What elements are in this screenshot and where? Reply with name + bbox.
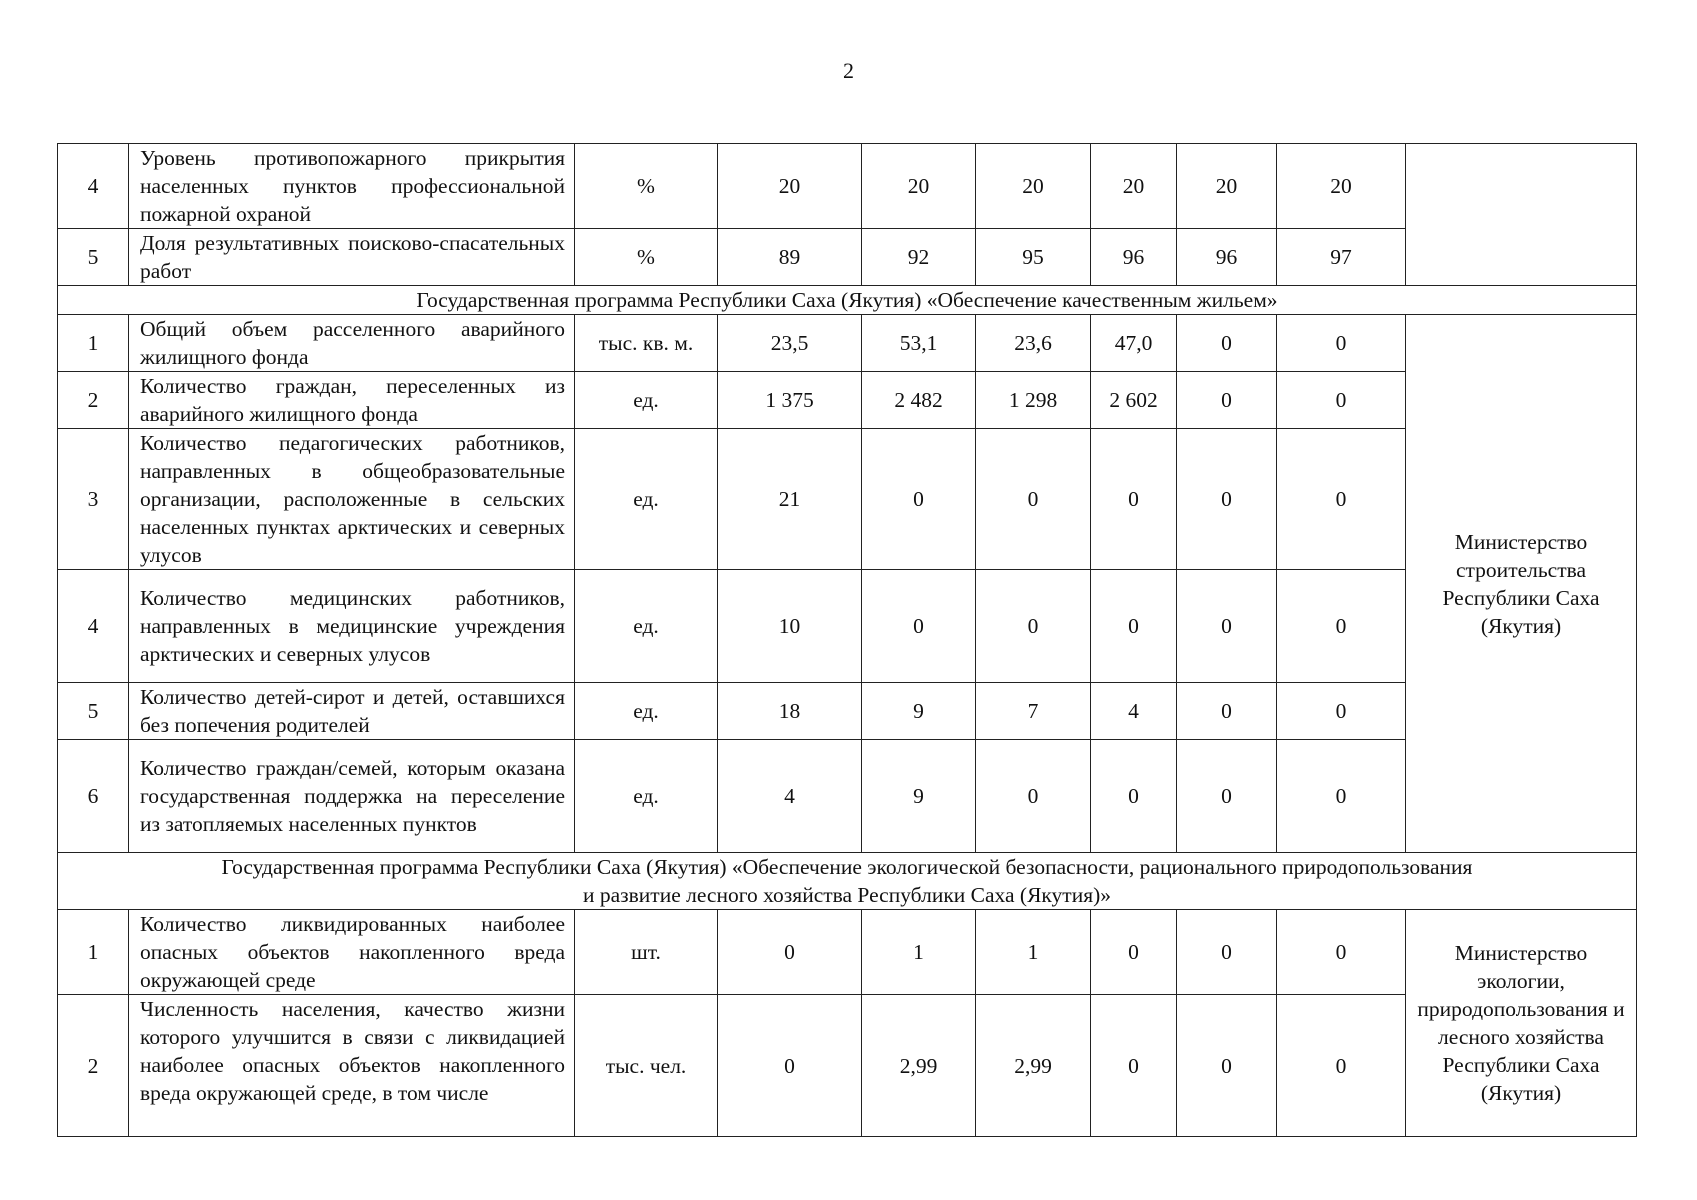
unit: ед. [575,683,718,740]
value-cell: 20 [1177,144,1277,229]
indicator-name: Доля результативных поисково-спасательных работ [129,229,575,286]
row-number: 4 [58,144,129,229]
table-row [58,740,1637,853]
table-row [58,570,1637,683]
row-number: 2 [58,372,129,429]
responsible-cell-empty [1406,144,1637,286]
value-cell: 0 [976,570,1091,683]
unit: ед. [575,429,718,570]
value-cell: 0 [1091,910,1177,995]
row-number: 4 [58,570,129,683]
table-row [58,372,1637,429]
program-title-line-2: и развитие лесного хозяйства Республики Саха (Якутия)» [582,883,1112,907]
value-cell: 0 [718,995,862,1137]
value-cell: 0 [862,570,976,683]
value-cell: 9 [862,683,976,740]
value-cell: 1 298 [976,372,1091,429]
indicator-name: Уровень противопожарного прикрытия населенных пунктов профессиональной пожарной охраной [129,144,575,229]
value-cell: 20 [862,144,976,229]
value-cell: 0 [1277,570,1406,683]
section-row [58,286,1637,315]
unit: ед. [575,372,718,429]
value-cell: 10 [718,570,862,683]
value-cell: 0 [976,740,1091,853]
row-number: 5 [58,229,129,286]
value-cell: 97 [1277,229,1406,286]
unit: тыс. чел. [575,995,718,1137]
value-cell: 96 [1091,229,1177,286]
responsible-ministry-ecology: Министерство экологии, природопользования и лесного хозяйства Республики Саха (Якутия) [1406,910,1637,1137]
table-row [58,144,1637,229]
table-row [58,910,1637,995]
indicator-name: Количество педагогических работников, направленных в общеобразовательные организации, расположенные в сельских населенных пунктах арктических и северных улусов [129,429,575,570]
value-cell: 0 [1277,995,1406,1137]
value-cell: 1 [862,910,976,995]
row-number: 3 [58,429,129,570]
value-cell: 0 [862,429,976,570]
value-cell: 0 [1277,740,1406,853]
value-cell: 0 [1177,910,1277,995]
row-number: 5 [58,683,129,740]
value-cell: 20 [1091,144,1177,229]
table-row [58,315,1637,372]
table-row [58,683,1637,740]
value-cell: 4 [1091,683,1177,740]
table-row [58,229,1637,286]
value-cell: 9 [862,740,976,853]
value-cell: 20 [718,144,862,229]
value-cell: 53,1 [862,315,976,372]
program-title-housing: Государственная программа Республики Саха (Якутия) «Обеспечение качественным жильем» [58,286,1637,315]
value-cell: 0 [1277,372,1406,429]
value-cell: 0 [1177,429,1277,570]
value-cell: 20 [976,144,1091,229]
table-row [58,995,1637,1137]
row-number: 1 [58,315,129,372]
value-cell: 0 [1277,683,1406,740]
responsible-ministry-construction: Министерство строительства Республики Саха (Якутия) [1406,315,1637,853]
indicator-name: Количество детей-сирот и детей, оставшихся без попечения родителей [129,683,575,740]
value-cell: 23,6 [976,315,1091,372]
value-cell: 7 [976,683,1091,740]
value-cell: 47,0 [1091,315,1177,372]
value-cell: 1 [976,910,1091,995]
program-title-line-1: Государственная программа Республики Саха (Якутия) «Обеспечение экологической безопасности, рационального природопользования [221,855,1473,879]
value-cell: 0 [1277,315,1406,372]
value-cell: 0 [1177,995,1277,1137]
value-cell: 2 602 [1091,372,1177,429]
value-cell: 0 [1277,910,1406,995]
value-cell: 2,99 [862,995,976,1137]
unit: % [575,229,718,286]
value-cell: 0 [1091,429,1177,570]
value-cell: 0 [1177,683,1277,740]
indicator-name: Количество медицинских работников, направленных в медицинские учреждения арктических и северных улусов [129,570,575,683]
value-cell: 0 [1091,740,1177,853]
unit: тыс. кв. м. [575,315,718,372]
page-number: 2 [843,58,854,83]
indicator-name: Общий объем расселенного аварийного жилищного фонда [129,315,575,372]
value-cell: 21 [718,429,862,570]
row-number: 6 [58,740,129,853]
unit: шт. [575,910,718,995]
row-number: 1 [58,910,129,995]
value-cell: 2 482 [862,372,976,429]
value-cell: 0 [1091,995,1177,1137]
value-cell: 0 [718,910,862,995]
value-cell: 2,99 [976,995,1091,1137]
value-cell: 95 [976,229,1091,286]
value-cell: 20 [1277,144,1406,229]
indicator-name: Количество ликвидированных наиболее опасных объектов накопленного вреда окружающей среде [129,910,575,995]
unit: % [575,144,718,229]
indicator-name: Количество граждан/семей, которым оказана государственная поддержка на переселение из затопляемых населенных пунктов [129,740,575,853]
value-cell: 92 [862,229,976,286]
indicator-name: Численность населения, качество жизни которого улучшится в связи с ликвидацией наиболее опасных объектов накопленного вреда окружающей среде, в том числе [129,995,575,1137]
value-cell: 18 [718,683,862,740]
value-cell: 0 [1091,570,1177,683]
section-row [58,853,1637,910]
unit: ед. [575,740,718,853]
value-cell: 4 [718,740,862,853]
value-cell: 0 [1177,570,1277,683]
table-row [58,429,1637,570]
value-cell: 96 [1177,229,1277,286]
value-cell: 0 [1177,315,1277,372]
value-cell: 0 [1177,372,1277,429]
value-cell: 89 [718,229,862,286]
program-title-ecology [58,853,1637,910]
unit: ед. [575,570,718,683]
value-cell: 0 [976,429,1091,570]
value-cell: 1 375 [718,372,862,429]
value-cell: 23,5 [718,315,862,372]
row-number: 2 [58,995,129,1137]
indicators-table [57,143,1637,1137]
value-cell: 0 [1177,740,1277,853]
value-cell: 0 [1277,429,1406,570]
indicator-name: Количество граждан, переселенных из аварийного жилищного фонда [129,372,575,429]
